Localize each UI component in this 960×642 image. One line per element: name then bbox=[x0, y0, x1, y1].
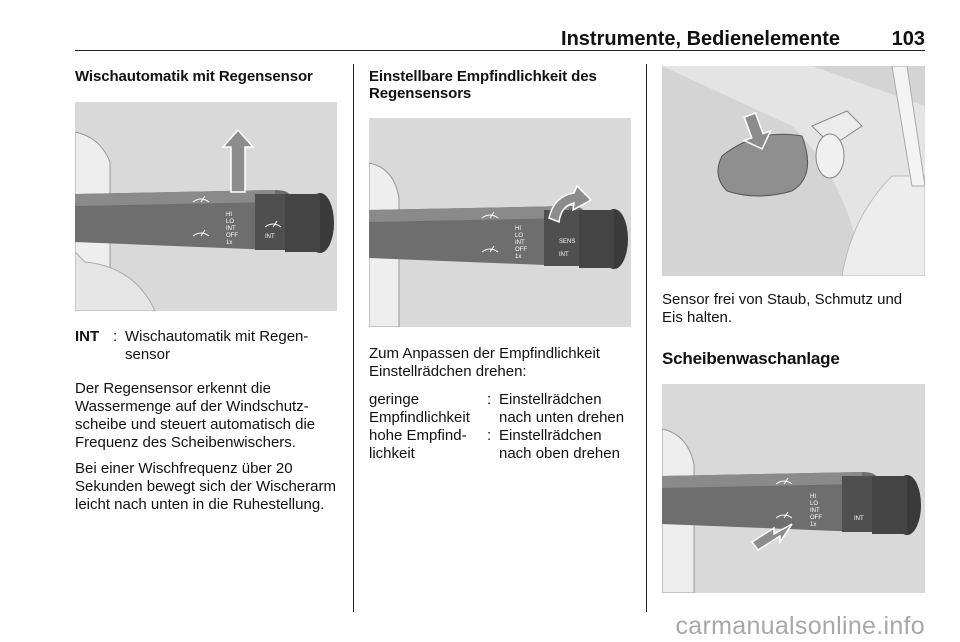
position-label-off: OFF bbox=[810, 515, 822, 521]
wiper-stalk-washer-illustration bbox=[662, 384, 925, 593]
column-divider-2 bbox=[646, 64, 647, 612]
up-arrow-icon bbox=[223, 130, 253, 192]
position-label-int: INT bbox=[810, 508, 820, 514]
position-label-lo: LO bbox=[515, 233, 524, 239]
column-divider-1 bbox=[353, 64, 354, 612]
watermark: carmanualsonline.info bbox=[675, 612, 925, 640]
page-header bbox=[75, 28, 925, 52]
position-label-int: INT bbox=[226, 226, 236, 232]
definition-desc: Wischautomatik mit Regen-sensor bbox=[125, 328, 309, 363]
page-number: 103 bbox=[891, 28, 925, 50]
position-label-off: OFF bbox=[515, 247, 527, 253]
position-label-hi: HI bbox=[515, 226, 521, 232]
definition-int bbox=[75, 328, 337, 364]
wiper-stalk-sens-illustration bbox=[369, 118, 631, 327]
row-low-sensitivity bbox=[369, 391, 631, 427]
section-heading-sensitivity: Einstellbare Empfindlichkeit des Regensensors bbox=[369, 68, 597, 102]
ring-label-int: INT bbox=[559, 252, 569, 258]
column-1 bbox=[75, 64, 337, 514]
row-key: hohe Empfind-lichkeit bbox=[369, 427, 467, 462]
ring-label-sens: SENS bbox=[559, 239, 576, 245]
position-label-hi: HI bbox=[810, 494, 816, 500]
page-title: Instrumente, Bedienelemente bbox=[561, 28, 840, 50]
definition-term: INT bbox=[75, 328, 100, 345]
position-label-hi: HI bbox=[226, 212, 232, 218]
row-separator: : bbox=[487, 391, 492, 408]
paragraph-adjust-intro: Zum Anpassen der Empfindlichkeit Einstellrädchen drehen: bbox=[369, 345, 600, 380]
windshield-sensor-illustration bbox=[662, 66, 925, 276]
figure-wiper-stalk-pull bbox=[662, 384, 925, 593]
position-label-off: OFF bbox=[226, 233, 238, 239]
column-2 bbox=[369, 64, 631, 463]
paragraph-rain-sensor: Der Regensensor erkennt die Wassermenge auf der Windschutz-scheibe und steuert automatisch die Frequenz des Scheibenwischers. bbox=[75, 380, 316, 451]
ring-label-int: INT bbox=[265, 234, 275, 240]
definition-separator: : bbox=[113, 328, 118, 345]
section-heading-washer: Scheibenwaschanlage bbox=[662, 349, 840, 368]
row-separator: : bbox=[487, 427, 492, 444]
paragraph-keep-sensor-clean: Sensor frei von Staub, Schmutz und Eis halten. bbox=[662, 291, 903, 326]
ring-label-int: INT bbox=[854, 516, 864, 522]
figure-wiper-stalk-rotate bbox=[369, 118, 631, 327]
position-label-1x: 1x bbox=[515, 254, 522, 260]
figure-wiper-stalk-up bbox=[75, 102, 337, 311]
figure-rain-sensor-location bbox=[662, 66, 925, 276]
row-value: Einstellrädchen nach oben drehen bbox=[499, 427, 620, 462]
position-label-int: INT bbox=[515, 240, 525, 246]
header-divider bbox=[75, 50, 925, 51]
section-heading-rain-sensor: Wischautomatik mit Regensensor bbox=[75, 68, 313, 85]
row-key: geringe Empfindlichkeit bbox=[369, 391, 470, 426]
position-label-lo: LO bbox=[810, 501, 819, 507]
column-3 bbox=[662, 64, 925, 593]
position-label-1x: 1x bbox=[810, 522, 817, 528]
wiper-stalk-illustration bbox=[75, 102, 337, 311]
row-value: Einstellrädchen nach unten drehen bbox=[499, 391, 625, 426]
position-label-lo: LO bbox=[226, 219, 235, 225]
row-high-sensitivity bbox=[369, 427, 631, 463]
position-label-1x: 1x bbox=[226, 240, 233, 246]
paragraph-wipe-frequency: Bei einer Wischfrequenz über 20 Sekunden bewegt sich der Wischerarm leicht nach unten in die Ruhestellung. bbox=[75, 460, 336, 513]
